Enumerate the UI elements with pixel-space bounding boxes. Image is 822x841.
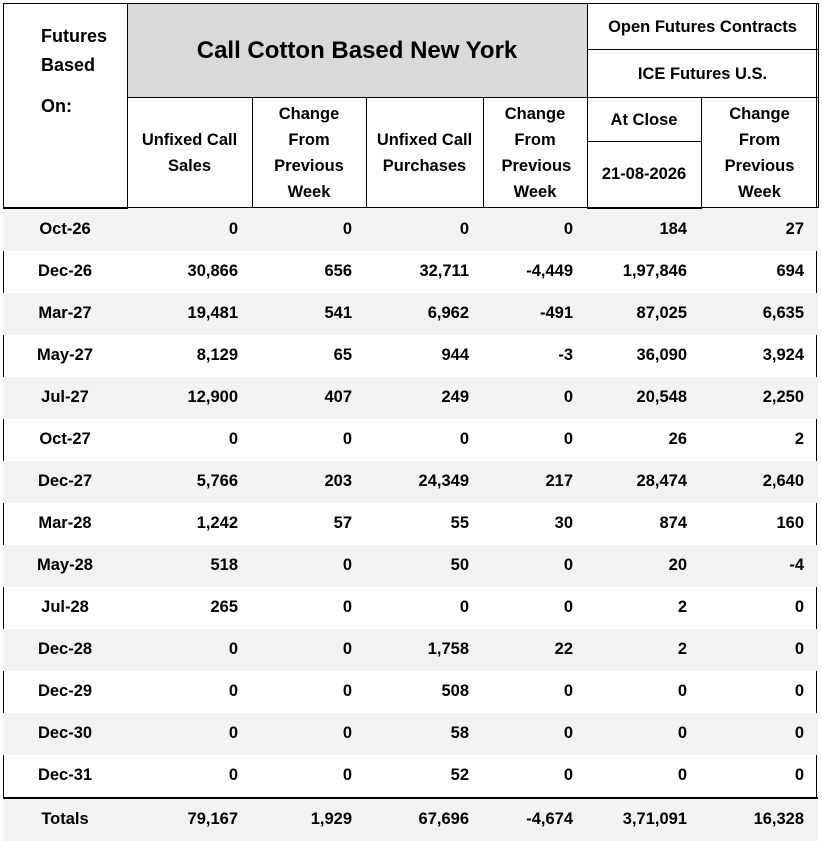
table-row	[3, 419, 818, 461]
cotton-call-table	[3, 3, 819, 841]
month-cell: Oct-26	[3, 208, 127, 251]
unfixed-sales-cell: 30,866	[187, 262, 238, 280]
purchases-change-cell: 0	[483, 545, 587, 587]
purchases-change-cell: 0	[563, 766, 574, 784]
open-change-cell: 6,635	[701, 293, 818, 335]
open-contracts-cell: 874	[659, 514, 688, 532]
table-row	[3, 629, 818, 671]
purchases-change-header: Change From Previous Week	[483, 98, 587, 208]
month-cell: Mar-28	[38, 514, 92, 532]
purchases-change-cell: 22	[483, 629, 587, 671]
purchases-change-cell: -4,674	[483, 798, 587, 841]
open-change-cell: 160	[776, 514, 805, 532]
open-change-cell: -4	[701, 545, 818, 587]
open-contracts-cell: 28,474	[587, 461, 701, 503]
open-contracts-cell: 1,97,846	[622, 262, 688, 280]
open-change-cell: 0	[701, 629, 818, 671]
open-contracts-cell: 0	[677, 682, 688, 700]
month-cell: Dec-27	[3, 461, 127, 503]
purchases-change-cell: -4,449	[526, 262, 574, 280]
unfixed-purchases-cell: 67,696	[366, 798, 483, 841]
unfixed-sales-cell: 8,129	[196, 346, 238, 364]
unfixed-sales-cell: 12,900	[127, 377, 252, 419]
unfixed-sales-cell: 1,242	[196, 514, 238, 532]
unfixed-sales-cell: 518	[127, 545, 252, 587]
unfixed-sales-cell: 79,167	[127, 798, 252, 841]
sales-change-cell: 1,929	[252, 798, 366, 841]
open-contracts-cell: 36,090	[636, 346, 688, 364]
unfixed-purchases-cell: 58	[366, 713, 483, 755]
table-row	[3, 208, 818, 251]
unfixed-purchases-cell: 52	[450, 766, 469, 784]
month-cell: Jul-27	[3, 377, 127, 419]
totals-row	[3, 798, 818, 841]
month-cell: Totals	[3, 798, 127, 841]
unfixed-purchases-cell: 508	[441, 682, 469, 700]
sales-change-cell: 0	[342, 682, 352, 700]
unfixed-purchases-cell: 944	[441, 346, 469, 364]
sales-change-cell: 0	[252, 208, 366, 251]
table-row	[3, 587, 818, 629]
month-cell: Dec-26	[37, 262, 93, 280]
unfixed-sales-cell: 0	[228, 766, 238, 784]
unfixed-purchases-cell: 1,758	[366, 629, 483, 671]
open-change-cell: 3,924	[762, 346, 805, 364]
table-row	[3, 671, 818, 713]
table-row	[3, 503, 818, 545]
purchases-change-cell: 0	[483, 208, 587, 251]
open-contracts-cell: 20,548	[587, 377, 701, 419]
unfixed-sales-cell: 0	[127, 713, 252, 755]
ice-futures-header: ICE Futures U.S.	[587, 50, 818, 98]
open-contracts-cell: 0	[587, 713, 701, 755]
month-cell: Jul-28	[41, 598, 89, 616]
open-contracts-cell: 184	[587, 208, 701, 251]
unfixed-purchases-cell: 24,349	[366, 461, 483, 503]
open-change-header: Change From Previous Week	[701, 98, 818, 208]
unfixed-purchases-cell: 6,962	[366, 293, 483, 335]
table-row	[3, 335, 818, 377]
open-change-cell: 0	[794, 598, 805, 616]
open-contracts-cell: 26	[668, 430, 688, 448]
table-row	[3, 713, 818, 755]
sales-change-cell: 65	[333, 346, 352, 364]
purchases-change-cell: 0	[563, 598, 574, 616]
month-cell: Mar-27	[3, 293, 127, 335]
unfixed-purchases-cell: 249	[366, 377, 483, 419]
unfixed-purchases-cell: 0	[366, 208, 483, 251]
month-cell: Dec-30	[3, 713, 127, 755]
purchases-change-cell: 0	[483, 377, 587, 419]
unfixed-purchases-cell: 55	[450, 514, 469, 532]
sales-change-header: Change From Previous Week	[252, 98, 366, 208]
unfixed-sales-cell: 0	[127, 629, 252, 671]
month-cell: May-28	[3, 545, 127, 587]
unfixed-purchases-cell: 0	[459, 430, 469, 448]
table-row	[3, 293, 818, 335]
open-change-cell: 2	[794, 430, 805, 448]
open-contracts-cell: 0	[677, 766, 688, 784]
month-cell: Dec-28	[3, 629, 127, 671]
sales-change-cell: 0	[252, 545, 366, 587]
table-row	[3, 377, 818, 419]
sales-change-cell: 57	[333, 514, 352, 532]
futures-based-line1: Futures	[41, 25, 108, 46]
month-cell: Oct-27	[39, 430, 91, 448]
month-cell: Dec-29	[37, 682, 93, 700]
unfixed-sales-cell: 5,766	[127, 461, 252, 503]
purchases-change-cell: 30	[554, 514, 574, 532]
open-change-cell: 2,640	[701, 461, 818, 503]
unfixed-purchases-cell: 50	[366, 545, 483, 587]
unfixed-purchases-cell: 0	[459, 598, 469, 616]
sales-change-cell: 0	[342, 766, 352, 784]
unfixed-sales-cell: 19,481	[127, 293, 252, 335]
open-contracts-cell: 87,025	[587, 293, 701, 335]
open-change-cell: 16,328	[701, 798, 818, 841]
open-contracts-cell: 20	[587, 545, 701, 587]
unfixed-purchases-cell: 32,711	[419, 262, 469, 280]
purchases-change-cell: 0	[483, 713, 587, 755]
sales-change-cell: 203	[252, 461, 366, 503]
sales-change-cell: 0	[342, 430, 352, 448]
report-date: 21-08-2026	[587, 142, 701, 208]
at-close-header: At Close	[587, 98, 701, 142]
futures-based-line2: Based	[41, 54, 96, 75]
open-change-cell: 0	[701, 713, 818, 755]
sales-change-cell: 0	[252, 629, 366, 671]
sales-change-cell: 0	[252, 713, 366, 755]
sales-change-cell: 656	[324, 262, 352, 280]
open-change-cell: 0	[794, 682, 805, 700]
open-change-cell: 27	[701, 208, 818, 251]
unfixed-sales-header: Unfixed Call Sales	[127, 98, 252, 208]
month-cell: May-27	[37, 346, 93, 364]
futures-based-line3: On:	[41, 95, 72, 116]
unfixed-purchases-header: Unfixed Call Purchases	[366, 98, 483, 208]
sales-change-cell: 0	[342, 598, 352, 616]
sales-change-cell: 541	[252, 293, 366, 335]
open-contracts-cell: 2	[587, 629, 701, 671]
open-contracts-cell: 2	[677, 598, 688, 616]
open-contracts-cell: 3,71,091	[587, 798, 701, 841]
table-title: Call Cotton Based New York	[127, 4, 587, 98]
open-change-cell: 2,250	[701, 377, 818, 419]
table-row	[3, 461, 818, 503]
purchases-change-cell: 0	[563, 430, 574, 448]
purchases-change-cell: -3	[558, 346, 574, 364]
open-change-cell: 0	[794, 766, 805, 784]
open-futures-header: Open Futures Contracts	[587, 4, 818, 50]
open-change-cell: 694	[776, 262, 805, 280]
sales-change-cell: 407	[252, 377, 366, 419]
unfixed-sales-cell: 265	[210, 598, 238, 616]
table-row	[3, 545, 818, 587]
purchases-change-cell: 217	[483, 461, 587, 503]
purchases-change-cell: -491	[483, 293, 587, 335]
table-row	[3, 755, 818, 798]
purchases-change-cell: 0	[563, 682, 574, 700]
table-row	[3, 251, 818, 293]
unfixed-sales-cell: 0	[127, 208, 252, 251]
month-cell: Dec-31	[37, 766, 93, 784]
futures-based-label	[3, 4, 127, 142]
unfixed-sales-cell: 0	[228, 682, 238, 700]
unfixed-sales-cell: 0	[228, 430, 238, 448]
